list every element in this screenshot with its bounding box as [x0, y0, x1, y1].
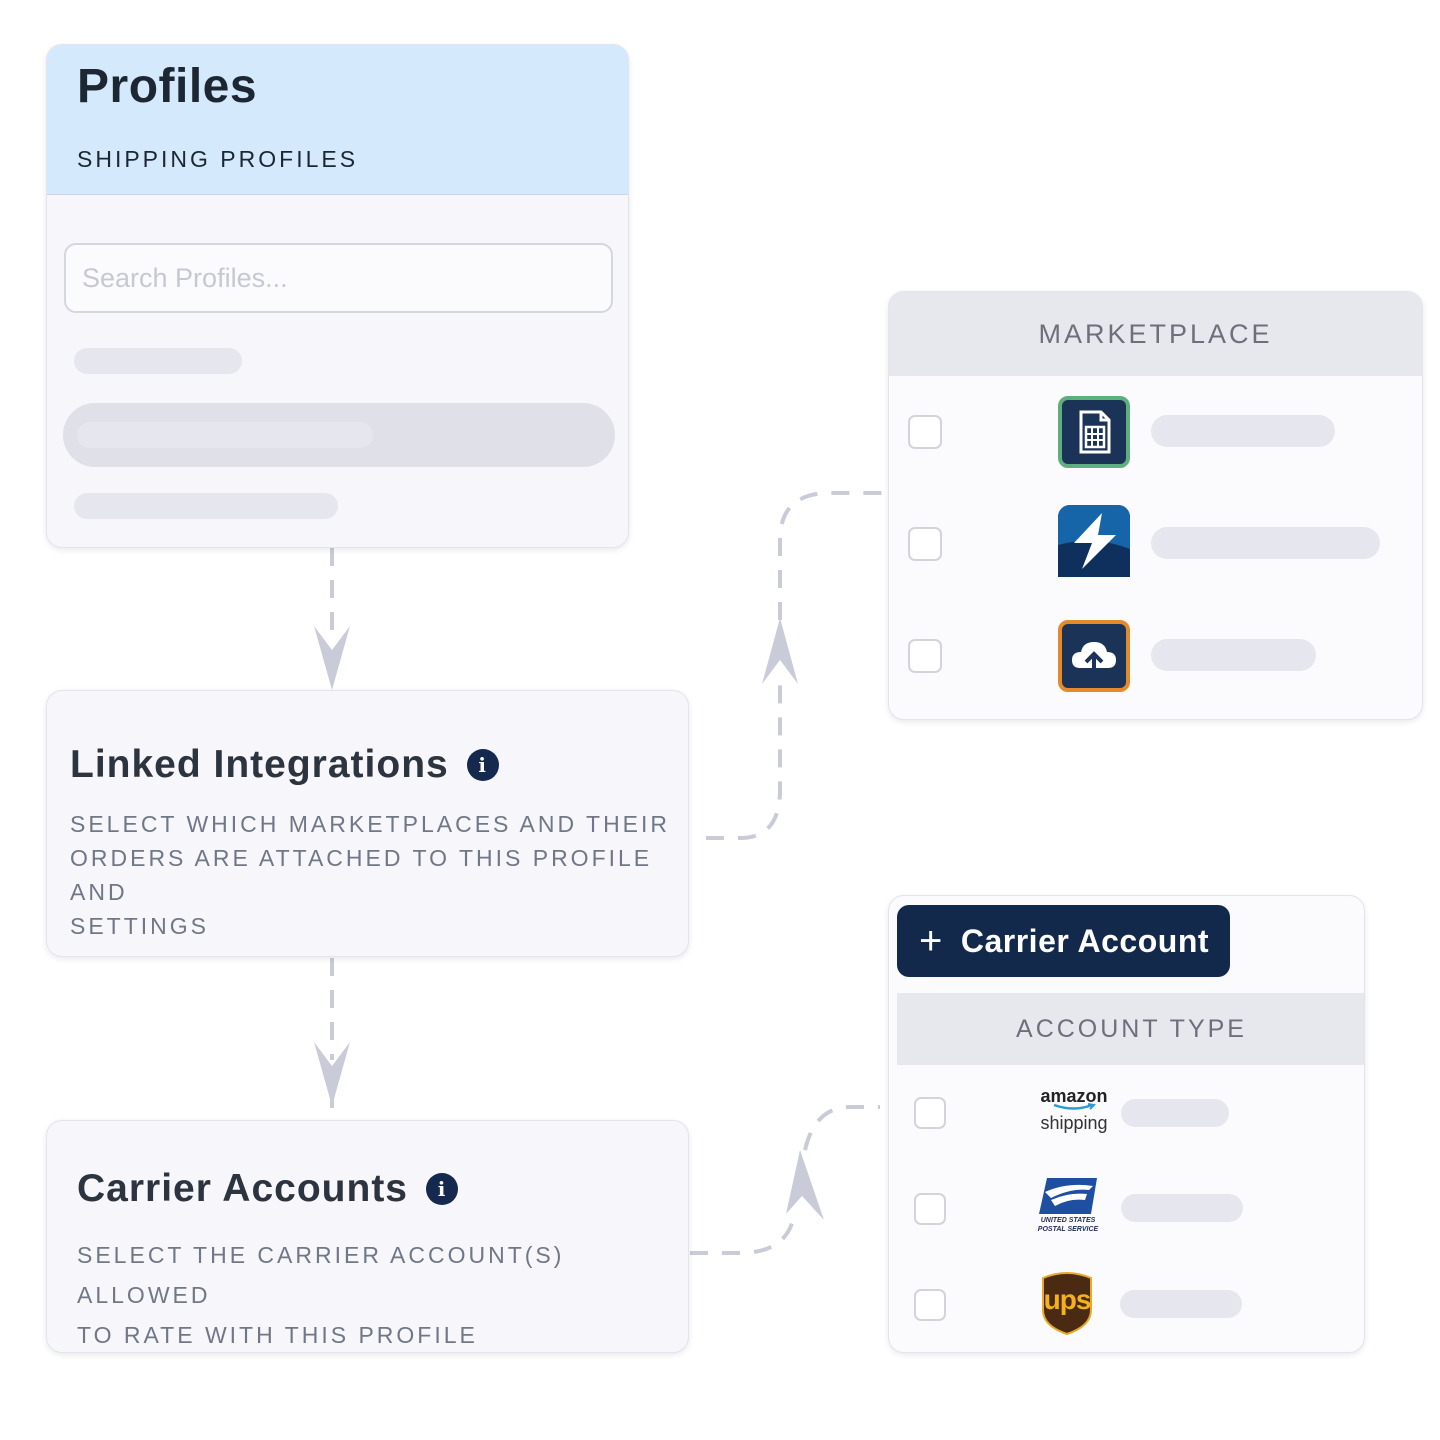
account-type-card	[888, 895, 1365, 1353]
account-checkbox[interactable]	[914, 1289, 946, 1321]
arrow-down-2	[314, 1042, 350, 1106]
carrier-accounts-heading	[77, 1167, 458, 1211]
usps-logo	[1033, 1176, 1103, 1234]
marketplace-checkbox[interactable]	[908, 527, 942, 561]
info-icon[interactable]: i	[426, 1173, 458, 1205]
logo-text: UNITED STATES	[1040, 1217, 1096, 1224]
linked-integrations-description	[70, 807, 688, 943]
skeleton-line	[1121, 1194, 1243, 1222]
skeleton-line	[1120, 1290, 1242, 1318]
marketplace-checkbox[interactable]	[908, 415, 942, 449]
logo-text: ups	[1043, 1284, 1091, 1315]
carrier-accounts-title: Carrier Accounts	[77, 1167, 408, 1210]
connector-marketplace-top	[780, 493, 888, 620]
logo-text: amazon	[1040, 1086, 1108, 1106]
skeleton-line	[74, 493, 338, 519]
lightning-bolt-logo	[1058, 505, 1130, 577]
spreadsheet-icon	[1058, 396, 1130, 468]
description-line: SETTINGS	[70, 913, 210, 939]
add-carrier-account-button[interactable]	[897, 905, 1230, 977]
page-subtitle: SHIPPING PROFILES	[77, 146, 359, 172]
marketplace-card	[888, 291, 1423, 720]
connector-account-top	[805, 1107, 880, 1150]
account-type-header: ACCOUNT TYPE	[897, 993, 1365, 1065]
page-title: Profiles	[77, 60, 258, 113]
linked-integrations-title: Linked Integrations	[70, 743, 449, 786]
arrow-up-marketplace	[762, 618, 798, 684]
skeleton-line	[1151, 415, 1335, 447]
amazon-shipping-logo	[1029, 1086, 1119, 1134]
plus-icon: +	[919, 919, 943, 963]
profiles-card	[46, 44, 629, 548]
linked-integrations-heading	[70, 743, 499, 787]
account-checkbox[interactable]	[914, 1097, 946, 1129]
account-checkbox[interactable]	[914, 1193, 946, 1225]
description-line: ORDERS ARE ATTACHED TO THIS PROFILE AND	[70, 845, 653, 905]
description-line: SELECT WHICH MARKETPLACES AND THEIR	[70, 811, 671, 837]
arrow-down-1	[314, 626, 350, 690]
cloud-upload-icon	[1058, 620, 1130, 692]
skeleton-selected-row[interactable]	[63, 403, 615, 467]
linked-integrations-card	[46, 690, 689, 957]
search-profiles-input[interactable]	[64, 243, 613, 313]
add-carrier-account-label: Carrier Account	[960, 922, 1210, 959]
description-line: SELECT THE CARRIER ACCOUNT(S) ALLOWED	[77, 1242, 565, 1308]
profiles-header	[47, 45, 628, 195]
skeleton-line	[1151, 639, 1316, 671]
arrow-up-account	[786, 1150, 824, 1220]
connector-linked-to-marketplace	[706, 680, 780, 838]
info-icon[interactable]: i	[467, 749, 499, 781]
ups-logo	[1039, 1270, 1095, 1336]
carrier-accounts-description	[77, 1235, 688, 1355]
skeleton-line	[1151, 527, 1380, 559]
skeleton-line	[1121, 1099, 1229, 1127]
logo-text: POSTAL SERVICE	[1037, 1226, 1099, 1233]
logo-text: shipping	[1040, 1113, 1108, 1133]
marketplace-checkbox[interactable]	[908, 639, 942, 673]
carrier-accounts-card	[46, 1120, 689, 1353]
marketplace-header: MARKETPLACE	[889, 292, 1422, 376]
skeleton-line	[74, 348, 242, 374]
connector-carrier-to-account	[690, 1210, 795, 1253]
description-line: TO RATE WITH THIS PROFILE	[77, 1322, 478, 1348]
skeleton-line	[77, 422, 373, 448]
